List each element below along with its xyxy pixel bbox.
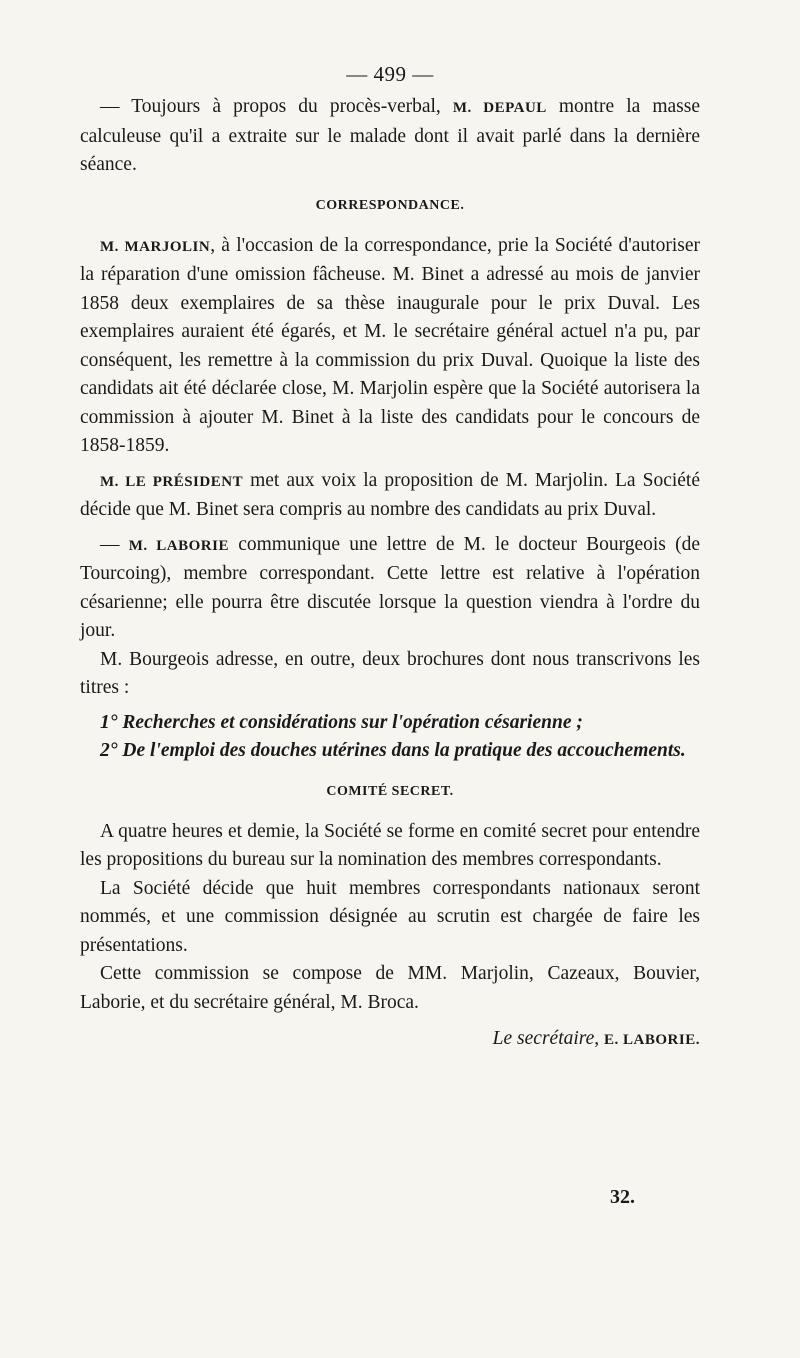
heading-comite-secret: COMITÉ SECRET. [326,783,454,799]
brochure-title-1: 1° Recherches et considérations sur l'opération césarienne ; [100,711,583,733]
paragraph-president-text: met aux voix la proposition de M. Marjolin. La Société décide que M. Binet sera compris au nombre des candidats au prix Duval. [80,469,700,520]
paragraph-comite-2: La Société décide que huit membres correspondants nationaux seront nommés, et une commission désignée au scrutin est chargée de faire les présentations. [80,877,700,956]
signature-name: E. LABORIE. [604,1032,700,1048]
speaker-president: M. LE PRÉSIDENT [100,473,244,490]
signature-separator: , [594,1028,605,1049]
paragraph-president [80,467,700,525]
speaker-marjolin: M. MARJOLIN [100,238,211,255]
paragraph-depaul [80,93,700,180]
signature-role: Le secrétaire [492,1028,595,1049]
page-number: — 499 — [346,62,434,86]
paragraph-depaul-lead: — Toujours à propos du procès-verbal, [100,96,453,117]
paragraph-depaul-text: montre la masse calculeuse qu'il a extraite sur le malade dont il avait parlé dans la dernière séance. [80,96,701,175]
signature-mark: 32. [610,1186,635,1208]
speaker-depaul: M. DEPAUL [452,100,547,116]
paragraph-laborie-text: communique une lettre de M. le docteur Bourgeois (de Tourcoing), membre correspondant. Cette lettre est relative à l'opération césarienne; elle pourra être discutée lorsque la question viendra à l'ordre du jour. [80,533,701,641]
paragraph-comite-1: A quatre heures et demie, la Société se forme en comité secret pour entendre les propositions du bureau sur la nomination des membres correspondants. [80,820,700,870]
speaker-laborie: M. LABORIE [128,537,229,554]
paragraph-marjolin-text: , à l'occasion de la correspondance, prie la Société d'autoriser la réparation d'une omission fâcheuse. M. Binet a adressé au mois de janvier 1858 deux exemplaires de sa thèse inaugurale pour le prix Duval. Les exemplaires auraient été égarés, et M. le secrétaire général actuel n'a pu, par conséquent, les remettre à la commission du prix Duval. Quoique la liste des candidats ait été déclarée close, M. Marjolin espère que la Société autorisera la commission à ajouter M. Binet à la liste des candidats pour le concours de 1858-1859. [80,234,700,456]
paragraph-bourgeois: M. Bourgeois adresse, en outre, deux brochures dont nous transcrivons les titres : [80,648,700,698]
page-body [80,62,700,1055]
paragraph-comite-3: Cette commission se compose de MM. Marjolin, Cazeaux, Bouvier, Laborie, et du secrétaire général, M. Broca. [80,963,700,1013]
paragraph-marjolin [80,232,700,461]
heading-correspondance: CORRESPONDANCE. [315,197,465,213]
paragraph-laborie-lead: — [100,533,129,555]
signature [80,1025,700,1055]
paragraph-laborie [80,531,700,646]
brochure-title-2: 2° De l'emploi des douches utérines dans la pratique des accouchements. [100,740,686,761]
